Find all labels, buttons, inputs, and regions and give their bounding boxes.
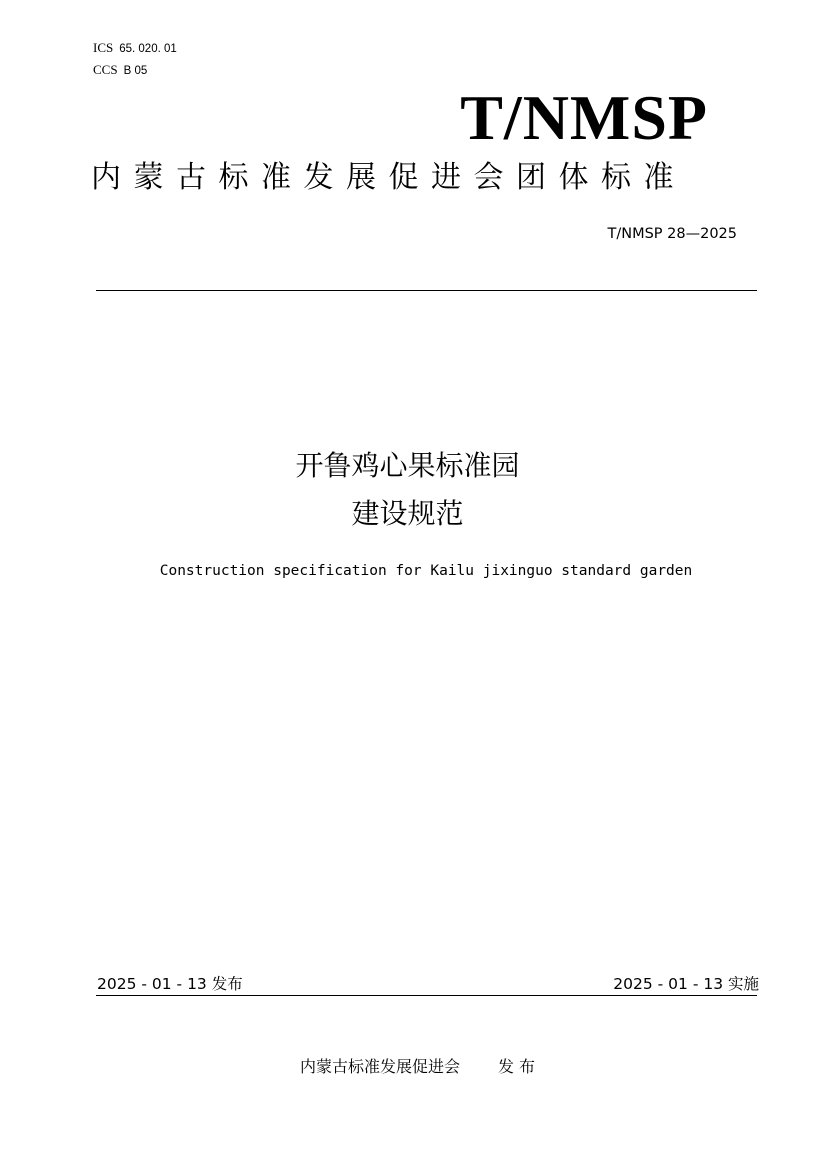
publisher-name: 内蒙古标准发展促进会 [299,1057,460,1076]
publisher-line [0,1054,815,1077]
ics-label: ICS [93,40,114,55]
title-cn-line2: 建设规范 [351,497,464,530]
standard-brand: T/NMSP [460,82,708,153]
ccs-label: CCS [93,62,118,77]
title-cn-line1: 开鲁鸡心果标准园 [295,449,520,482]
footer-divider [96,995,757,996]
header-divider [96,290,757,291]
standard-number: T/NMSP 28—2025 [607,226,737,242]
ics-code [93,40,177,56]
organization-title: 内蒙古标准发展促进会团体标准 [91,160,686,195]
ics-value: 65. 020. 01 [119,43,177,55]
title-en: Construction specification for Kailu jixinguo standard garden [159,563,693,579]
implement-date: 2025 - 01 - 13 实施 [613,975,759,993]
publisher-action: 发 布 [497,1057,536,1076]
ccs-value: B 05 [123,65,148,77]
ccs-code [93,62,147,78]
issue-date: 2025 - 01 - 13 发布 [97,975,243,993]
